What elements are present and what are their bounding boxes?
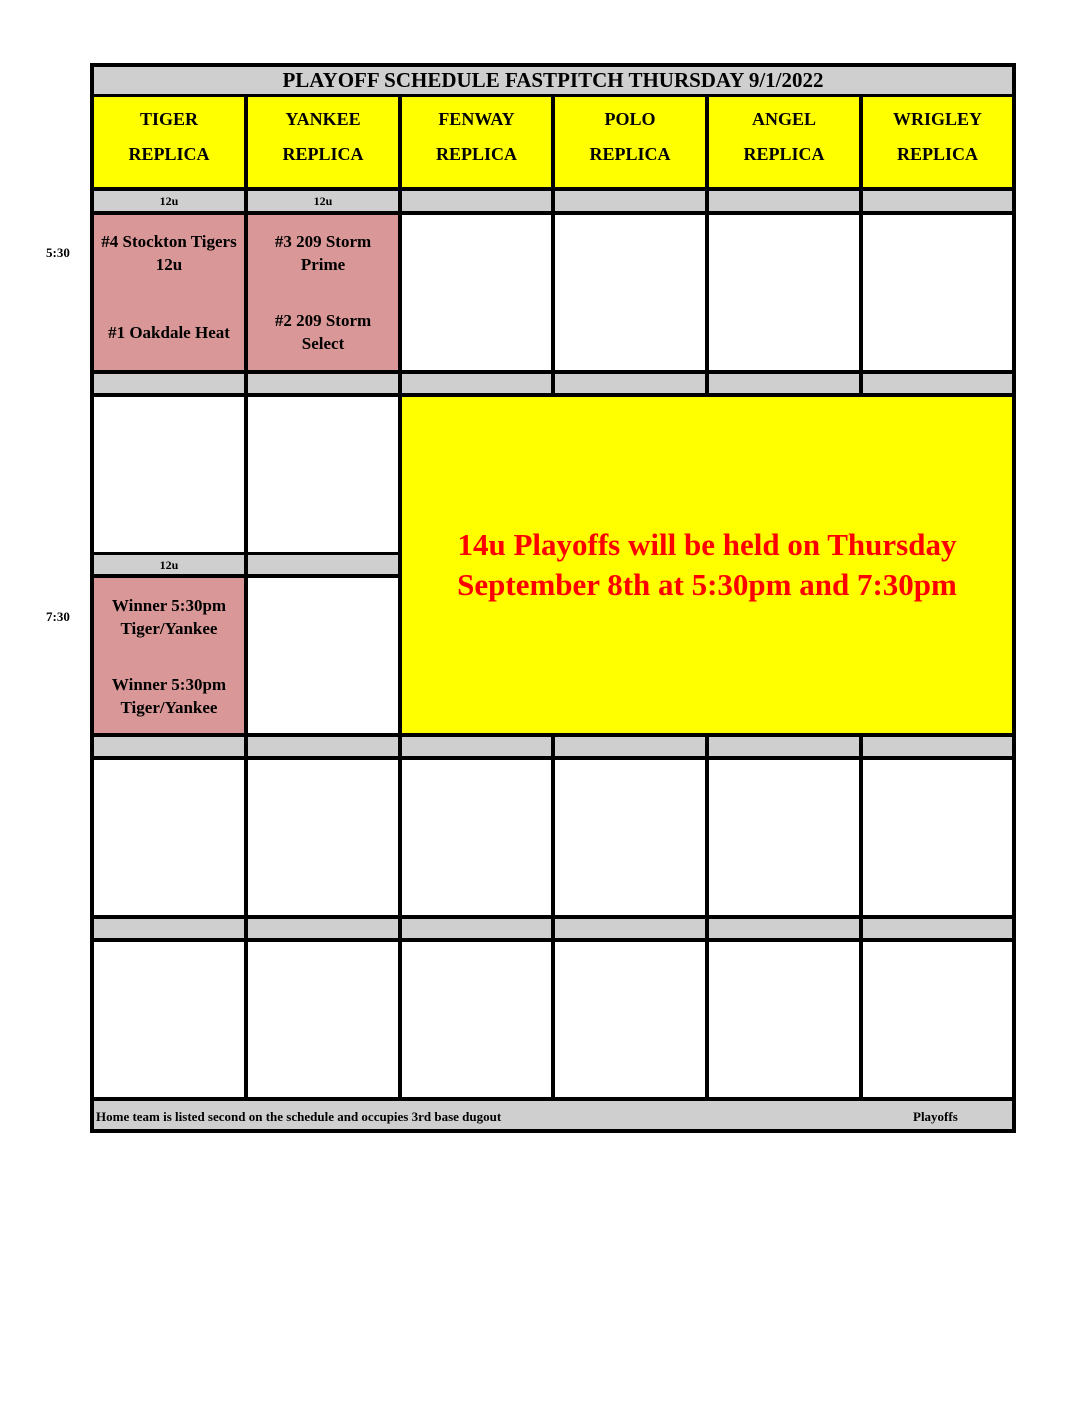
division-bar xyxy=(709,737,859,756)
division-bar xyxy=(94,737,244,756)
game-yankee-530 xyxy=(248,215,398,370)
home-team: #1 Oakdale Heat xyxy=(108,323,230,342)
division-bar xyxy=(248,374,398,393)
empty-slot xyxy=(94,942,244,1097)
time-label-late: 7:30 xyxy=(46,609,70,624)
division-bar xyxy=(402,919,551,938)
division-bar xyxy=(709,191,859,211)
schedule-footer xyxy=(94,1101,1012,1129)
field-name: FENWAY xyxy=(438,109,515,129)
empty-slot xyxy=(709,942,859,1097)
empty-slot xyxy=(402,215,551,370)
field-subtitle: REPLICA xyxy=(282,144,364,164)
empty-slot xyxy=(402,760,551,915)
division-bar xyxy=(555,737,705,756)
field-name: YANKEE xyxy=(285,109,361,129)
division-bar xyxy=(709,374,859,393)
division-bar xyxy=(402,737,551,756)
field-header-polo xyxy=(555,97,705,187)
division-bar xyxy=(94,919,244,938)
empty-slot xyxy=(863,215,1012,370)
division-bar xyxy=(709,919,859,938)
field-subtitle: REPLICA xyxy=(896,144,978,164)
field-subtitle: REPLICA xyxy=(128,144,210,164)
field-header-tiger xyxy=(94,97,244,187)
division-bar xyxy=(863,191,1012,211)
division-label: 12u xyxy=(248,191,398,211)
field-name: TIGER xyxy=(139,109,199,129)
division-bar xyxy=(402,374,551,393)
empty-slot xyxy=(555,215,705,370)
division-bar xyxy=(248,919,398,938)
empty-slot xyxy=(555,942,705,1097)
division-bar xyxy=(555,919,705,938)
division-label: 12u xyxy=(94,555,244,574)
away-team: Winner 5:30pm Tiger/Yankee xyxy=(111,596,227,638)
field-header-angel xyxy=(709,97,859,187)
field-name: ANGEL xyxy=(751,109,816,129)
division-bar xyxy=(94,374,244,393)
empty-slot xyxy=(709,760,859,915)
division-bar xyxy=(863,374,1012,393)
time-label-early: 5:30 xyxy=(46,245,70,260)
game-tiger-530 xyxy=(94,215,244,370)
field-name: POLO xyxy=(604,109,656,129)
division-bar xyxy=(555,374,705,393)
game-tiger-730 xyxy=(94,578,244,733)
division-bar xyxy=(555,191,705,211)
empty-slot xyxy=(248,942,398,1097)
field-subtitle: REPLICA xyxy=(589,144,671,164)
empty-slot xyxy=(248,397,398,552)
away-team: #4 Stockton Tigers 12u xyxy=(101,232,237,274)
empty-slot xyxy=(402,942,551,1097)
division-bar xyxy=(402,191,551,211)
empty-slot xyxy=(94,760,244,915)
empty-slot xyxy=(94,397,244,552)
field-header-wrigley xyxy=(863,97,1012,187)
home-team: Winner 5:30pm Tiger/Yankee xyxy=(111,675,227,717)
playoffs-tag: Playoffs xyxy=(913,1109,958,1124)
empty-slot xyxy=(555,760,705,915)
empty-slot xyxy=(863,942,1012,1097)
empty-slot xyxy=(248,760,398,915)
home-team-note: Home team is listed second on the schedule and occupies 3rd base dugout xyxy=(96,1109,502,1124)
playoff-notice: 14u Playoffs will be held on Thursday September 8th at 5:30pm and 7:30pm xyxy=(402,397,1012,733)
field-name: WRIGLEY xyxy=(892,109,982,129)
division-label: 12u xyxy=(94,191,244,211)
field-subtitle: REPLICA xyxy=(743,144,825,164)
field-header-yankee xyxy=(248,97,398,187)
empty-slot xyxy=(248,578,398,733)
empty-slot xyxy=(709,215,859,370)
home-team: #2 209 Storm Select xyxy=(274,311,372,353)
field-subtitle: REPLICA xyxy=(435,144,517,164)
away-team: #3 209 Storm Prime xyxy=(274,232,372,274)
division-bar xyxy=(863,737,1012,756)
division-bar xyxy=(863,919,1012,938)
division-bar xyxy=(248,737,398,756)
schedule-title: PLAYOFF SCHEDULE FASTPITCH THURSDAY 9/1/2022 xyxy=(94,67,1012,94)
empty-slot xyxy=(863,760,1012,915)
field-header-fenway xyxy=(402,97,551,187)
division-bar xyxy=(248,555,398,574)
